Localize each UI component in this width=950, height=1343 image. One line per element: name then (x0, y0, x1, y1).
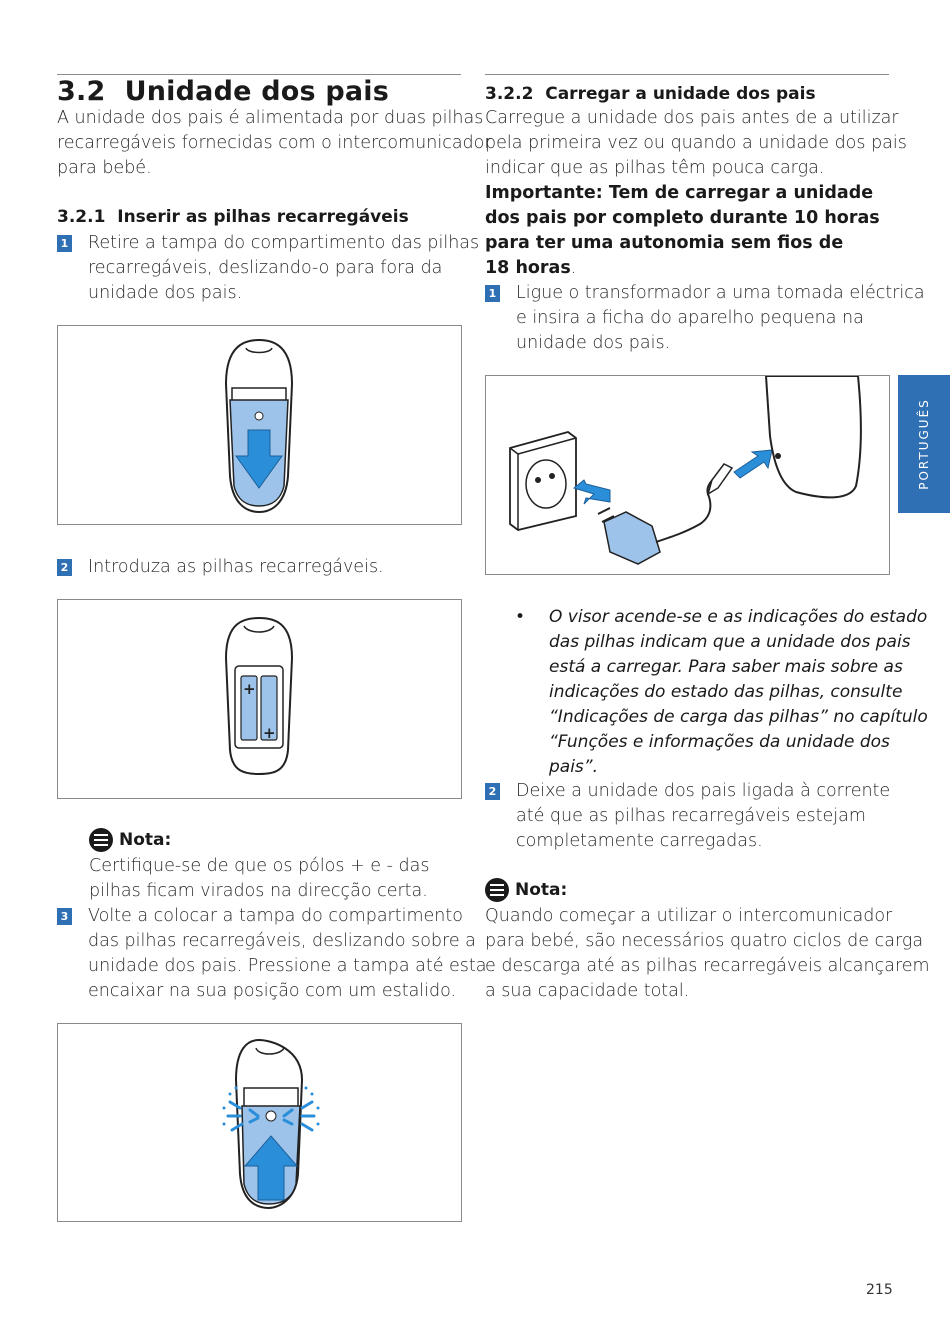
note-icon (485, 878, 509, 902)
subsection-title-321: 3.2.1 Inserir as pilhas recarregáveis (57, 207, 409, 227)
battery-plus-bottom: + (263, 724, 276, 742)
step-number: 1 (57, 235, 72, 252)
right-bullet: • O visor acende-se e as indicações do estado das pilhas indicam que a unidade dos pais está a carregar. Para saber mais sobre as indicações do estado das pilhas, consulte “Indicações de carga das pilhas” no capítulo “Funções e informações da unidade dos pais”. (515, 607, 928, 777)
language-tab-label: PORTUGUÊS (917, 398, 932, 490)
handset-close-cover-illustration (58, 1024, 461, 1221)
language-tab (898, 375, 950, 513)
left-intro: A unidade dos pais é alimentada por duas pilhas recarregáveis fornecidas com o intercomunicador para bebé. (57, 108, 492, 178)
note-title: Nota: (515, 880, 568, 900)
figure-replace-cover (57, 1023, 462, 1222)
left-step-1: 1 Retire a tampa do compartimento das pilhas recarregáveis, deslizando-o para fora da unidade dos pais. (57, 231, 479, 306)
step-number: 2 (485, 783, 500, 800)
charging-illustration (486, 376, 889, 574)
bullet-mark: • (515, 607, 526, 627)
right-note: Nota: Quando começar a utilizar o intercomunicador para bebé, são necessários quatro ciclos de carga e descarga até as pilhas recarregáveis alcançarem a sua capacidade total. (485, 880, 930, 1001)
note-title: Nota: (119, 830, 172, 850)
figure-charging (485, 375, 890, 575)
left-step-2: 2 Introduza as pilhas recarregáveis. (57, 555, 384, 580)
left-note: Nota: Certifique-se de que os pólos + e - das pilhas ficam virados na direcção certa. (89, 830, 430, 901)
step-number: 1 (485, 285, 500, 302)
figure-insert-batteries (57, 599, 462, 799)
battery-plus-top: + (243, 680, 256, 698)
section-title: 3.2 Unidade dos pais (57, 76, 390, 107)
left-step-3: 3 Volte a colocar a tampa do compartimento das pilhas recarregáveis, deslizando sobre a unidade dos pais. Pressione a tampa até esta encaixar na sua posição com um estalido. (57, 904, 487, 1004)
handset-batteries-illustration (58, 600, 461, 798)
page-number: 215 (866, 1282, 893, 1298)
note-icon (89, 828, 113, 852)
step-number: 2 (57, 559, 72, 576)
right-top-rule (485, 74, 889, 75)
subsection-title-322: 3.2.2 Carregar a unidade dos pais (485, 84, 816, 104)
right-intro: Carregue a unidade dos pais antes de a utilizar pela primeira vez ou quando a unidade dos pais indicar que as pilhas têm pouca carga. Importante: Tem de carregar a unidade dos pais por completo durante 10 horas para ter uma autonomia sem fios de 18 horas. (485, 108, 907, 278)
right-step-1: 1 Ligue o transformador a uma tomada eléctrica e insira a ficha do aparelho pequena na unidade dos pais. (485, 281, 925, 356)
step-number: 3 (57, 908, 72, 925)
right-step-2: 2 Deixe a unidade dos pais ligada à corrente até que as pilhas recarregáveis estejam completamente carregadas. (485, 779, 890, 854)
left-top-rule (57, 74, 461, 75)
handset-open-cover-illustration (58, 326, 461, 524)
figure-remove-cover (57, 325, 462, 525)
